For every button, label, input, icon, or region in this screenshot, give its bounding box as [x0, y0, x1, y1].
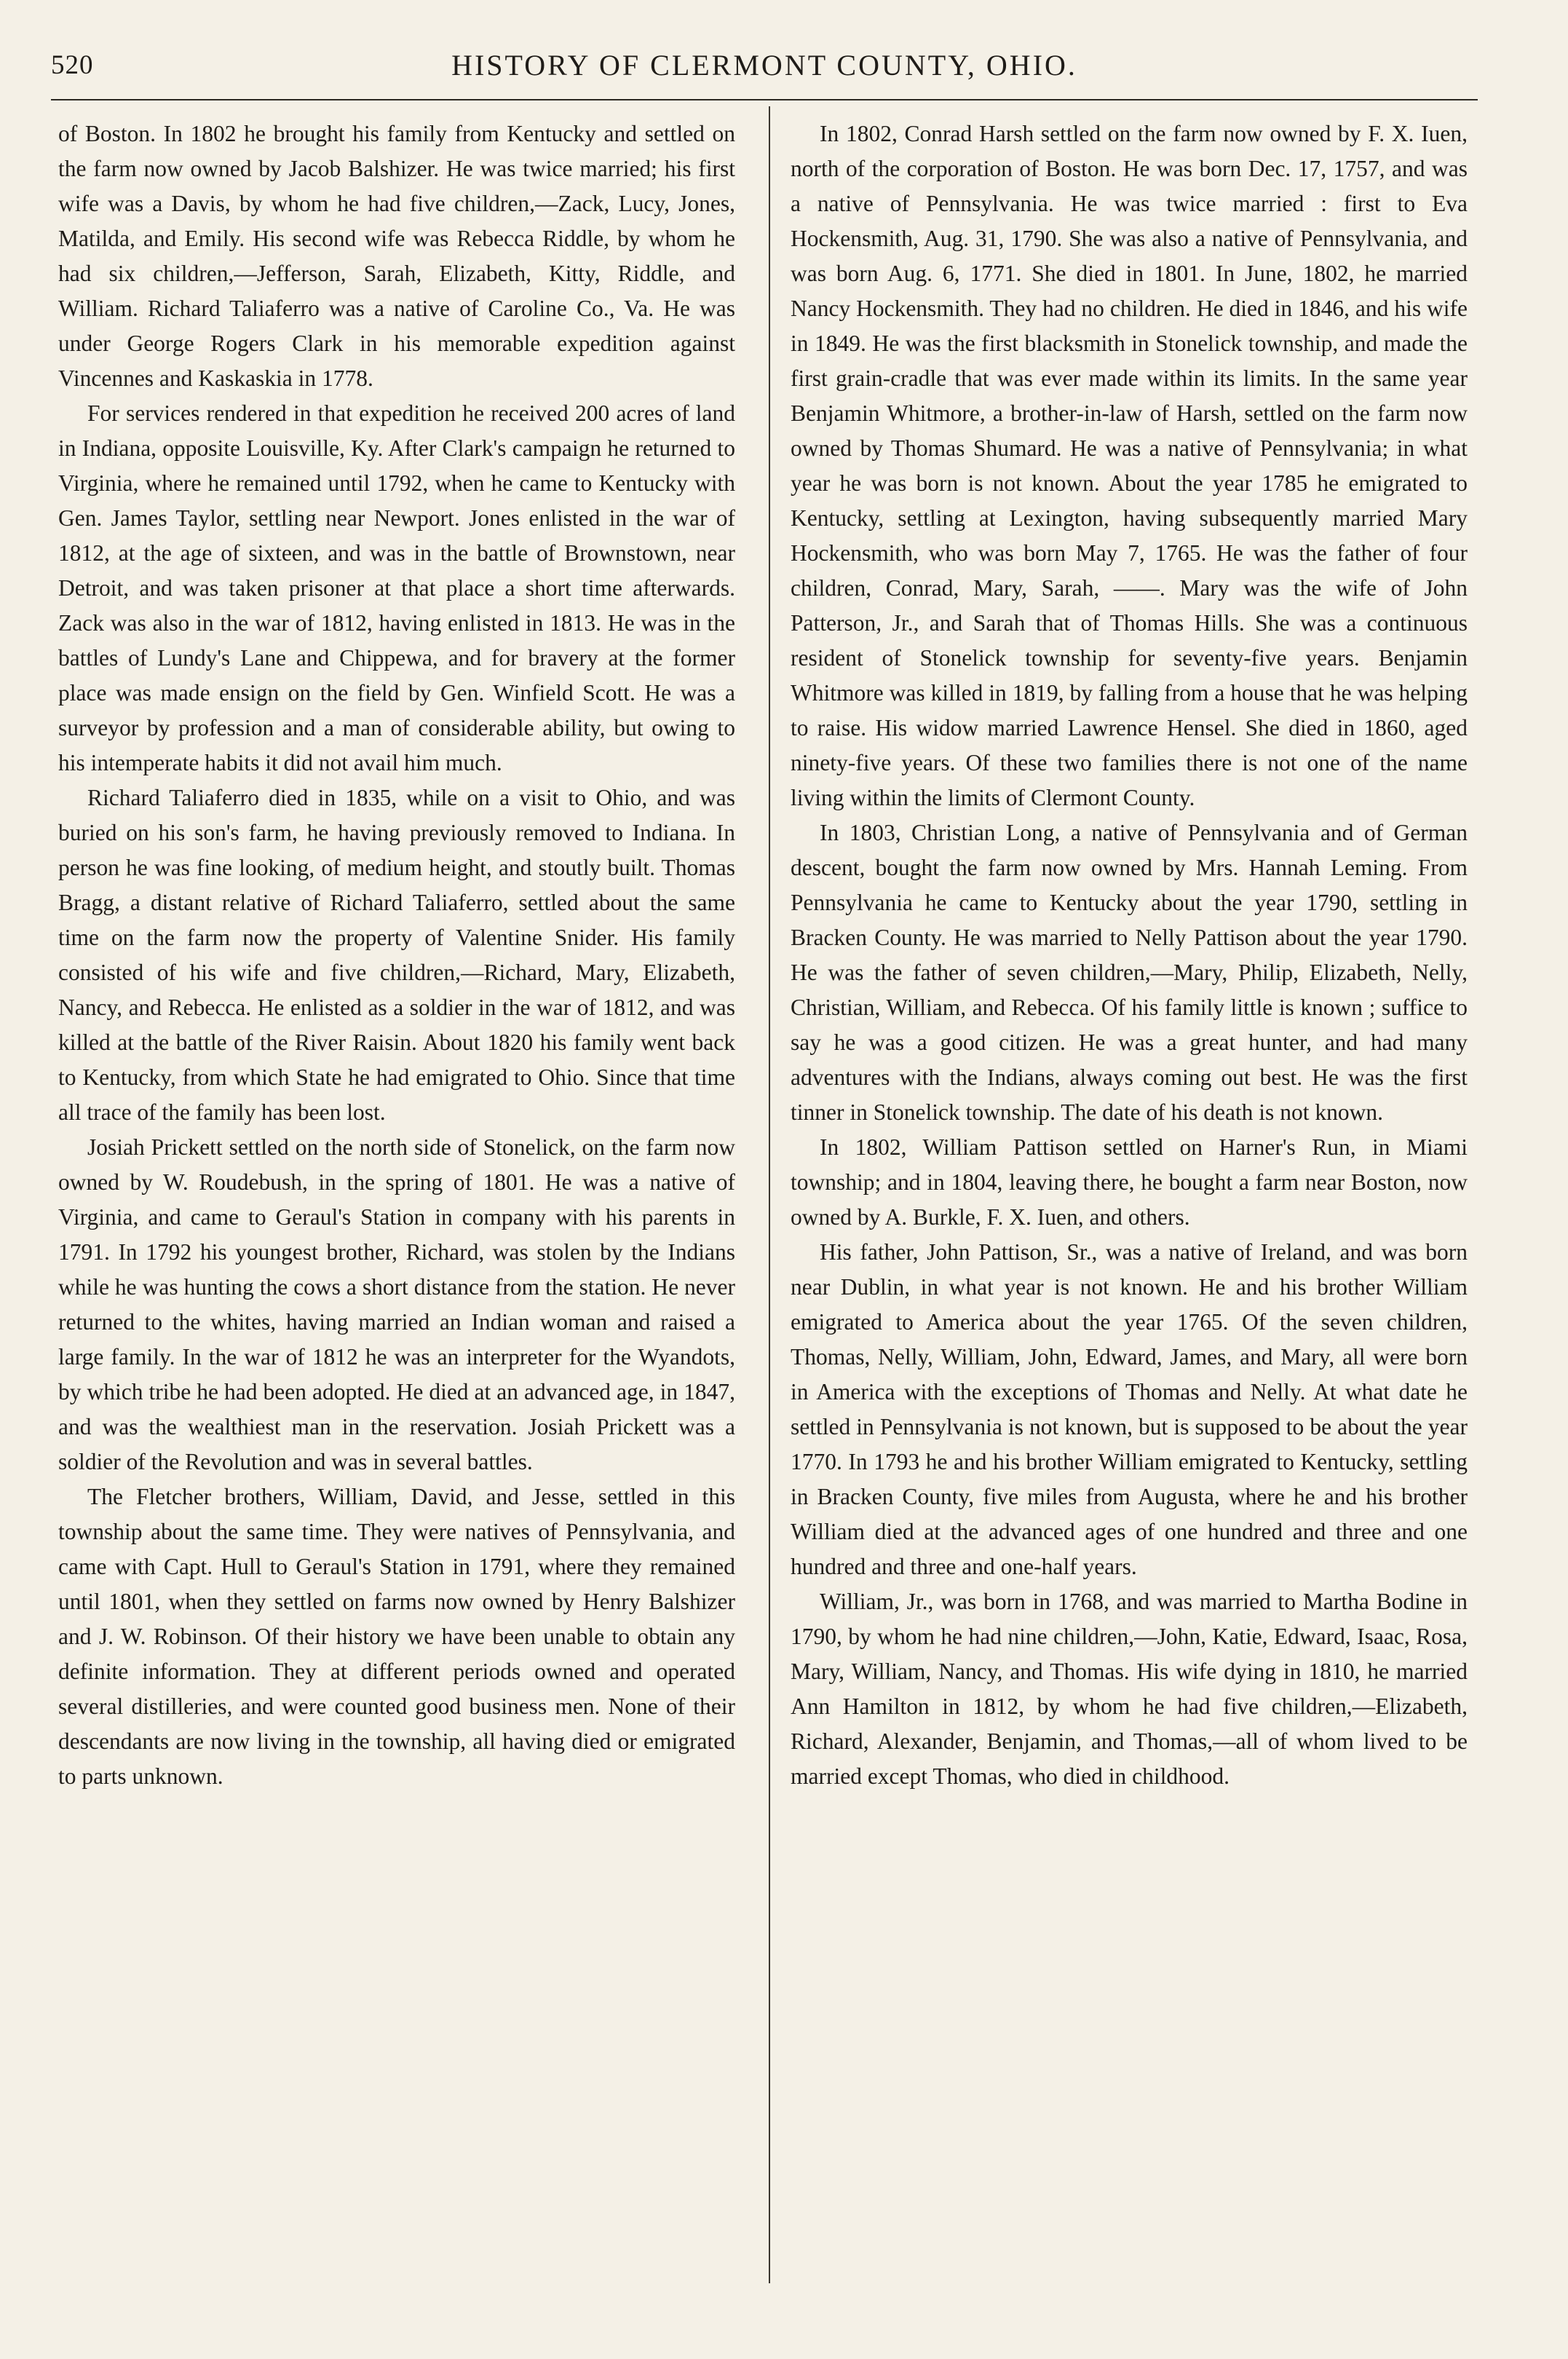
paragraph: Richard Taliaferro died in 1835, while on a visit to Ohio, and was buried on his son's farm, he having previously removed to Indiana. In person he was fine looking, of medium height, and stoutly built. Thomas Bragg, a distant relative of Richard Taliaferro, settled about the same time on the farm now the property of Valentine Snider. His family consisted of his wife and five children,—Richard, Mary, Elizabeth, Nancy, and Rebecca. He enlisted as a soldier in the war of 1812, and was killed at the battle of the River Raisin. About 1820 his family went back to Kentucky, from which State he had emigrated to Ohio. Since that time all trace of the family has been lost. — [58, 785, 735, 1125]
left-column — [58, 116, 735, 1794]
paragraph: The Fletcher brothers, William, David, and Jesse, settled in this township about the same time. They were natives of Pennsylvania, and came with Capt. Hull to Geraul's Station in 1791, where they remained until 1801, when they settled on farms now owned by Henry Balshizer and J. W. Robinson. Of their history we have been unable to obtain any definite information. They at different periods owned and operated several distilleries, and were counted good business men. None of their descendants are now living in the township, all having died or emigrated to parts unknown. — [58, 1484, 735, 1789]
running-title: HISTORY OF CLERMONT COUNTY, OHIO. — [451, 49, 1077, 82]
paragraph: His father, John Pattison, Sr., was a native of Ireland, and was born near Dublin, in what year is not known. He and his brother William emigrated to America about the year 1765. Of the seven children, Thomas, Nelly, William, John, Edward, James, and Mary, all were born in America with the exceptions of Thomas and Nelly. At what date he settled in Pennsylvania is not known, but is supposed to be about the year 1770. In 1793 he and his brother William emigrated to Kentucky, settling in Bracken County, five miles from Augusta, where he and his brother William died at the advanced ages of one hundred and three and one hundred and three and one-half years. — [791, 1239, 1468, 1579]
paragraph: In 1802, William Pattison settled on Harner's Run, in Miami township; and in 1804, leaving there, he bought a farm near Boston, now owned by A. Burkle, F. X. Iuen, and others. — [791, 1134, 1468, 1230]
paragraph: William, Jr., was born in 1768, and was married to Martha Bodine in 1790, by whom he had nine children,—John, Katie, Edward, Isaac, Rosa, Mary, William, Nancy, and Thomas. His wife dying in 1810, he married Ann Hamilton in 1812, by whom he had five children,—Elizabeth, Richard, Alexander, Benjamin, and Thomas,—all of whom lived to be married except Thomas, who died in childhood. — [791, 1589, 1468, 1789]
paragraph: of Boston. In 1802 he brought his family from Kentucky and settled on the farm now owned by Jacob Balshizer. He was twice married; his first wife was a Davis, by whom he had five children,—Zack, Lucy, Jones, Matilda, and Emily. His second wife was Rebecca Riddle, by whom he had six children,—Jefferson, Sarah, Elizabeth, Kitty, Riddle, and William. Richard Taliaferro was a native of Caroline Co., Va. He was under George Rogers Clark in his memorable expedition against Vincennes and Kaskaskia in 1778. — [58, 121, 735, 391]
paragraph: Josiah Prickett settled on the north side of Stonelick, on the farm now owned by W. Roudebush, in the spring of 1801. He was a native of Virginia, and came to Geraul's Station in company with his parents in 1791. In 1792 his youngest brother, Richard, was stolen by the Indians while he was hunting the cows a short distance from the station. He never returned to the whites, having married an Indian woman and raised a large family. In the war of 1812 he was an interpreter for the Wyandots, by which tribe he had been adopted. He died at an advanced age, in 1847, and was the wealthiest man in the reservation. Josiah Prickett was a soldier of the Revolution and was in several battles. — [58, 1134, 735, 1474]
book-page — [51, 36, 1478, 2323]
column-divider — [769, 106, 770, 2283]
page-number: 520 — [51, 50, 94, 80]
right-column — [791, 116, 1468, 1794]
paragraph: In 1803, Christian Long, a native of Pennsylvania and of German descent, bought the farm now owned by Mrs. Hannah Leming. From Pennsylvania he came to Kentucky about the year 1790, settling in Bracken County. He was married to Nelly Pattison about the year 1790. He was the father of seven children,—Mary, Philip, Elizabeth, Nelly, Christian, William, and Rebecca. Of his family little is known ; suffice to say he was a good citizen. He was a great hunter, and had many adventures with the Indians, always coming out best. He was the first tinner in Stonelick township. The date of his death is not known. — [791, 820, 1468, 1125]
page-header — [51, 44, 1478, 95]
paragraph: For services rendered in that expedition he received 200 acres of land in Indiana, opposite Louisville, Ky. After Clark's campaign he returned to Virginia, where he remained until 1792, when he came to Kentucky with Gen. James Taylor, settling near Newport. Jones enlisted in the war of 1812, at the age of sixteen, and was in the battle of Brownstown, near Detroit, and was taken prisoner at that place a short time afterwards. Zack was also in the war of 1812, having enlisted in 1813. He was in the battles of Lundy's Lane and Chippewa, and for bravery at the former place was made ensign on the field by Gen. Winfield Scott. He was a surveyor by profession and a man of considerable ability, but owing to his intemperate habits it did not avail him much. — [58, 400, 735, 775]
paragraph: In 1802, Conrad Harsh settled on the farm now owned by F. X. Iuen, north of the corporation of Boston. He was born Dec. 17, 1757, and was a native of Pennsylvania. He was twice married : first to Eva Hockensmith, Aug. 31, 1790. She was also a native of Pennsylvania, and was born Aug. 6, 1771. She died in 1801. In June, 1802, he married Nancy Hockensmith. They had no children. He died in 1846, and his wife in 1849. He was the first blacksmith in Stonelick township, and made the first grain-cradle that was ever made within its limits. In the same year Benjamin Whitmore, a brother-in-law of Harsh, settled on the farm now owned by Thomas Shumard. He was a native of Pennsylvania; in what year he was born is not known. About the year 1785 he emigrated to Kentucky, settling at Lexington, having subsequently married Mary Hockensmith, who was born May 7, 1765. He was the father of four children, Conrad, Mary, Sarah, ——. Mary was the wife of John Patterson, Jr., and Sarah that of Thomas Hills. She was a continuous resident of Stonelick township for seventy-five years. Benjamin Whitmore was killed in 1819, by falling from a house that he was helping to raise. His widow married Lawrence Hensel. She died in 1860, aged ninety-five years. Of these two families there is not one of the name living within the limits of Clermont County. — [791, 121, 1468, 810]
header-rule — [51, 99, 1478, 100]
